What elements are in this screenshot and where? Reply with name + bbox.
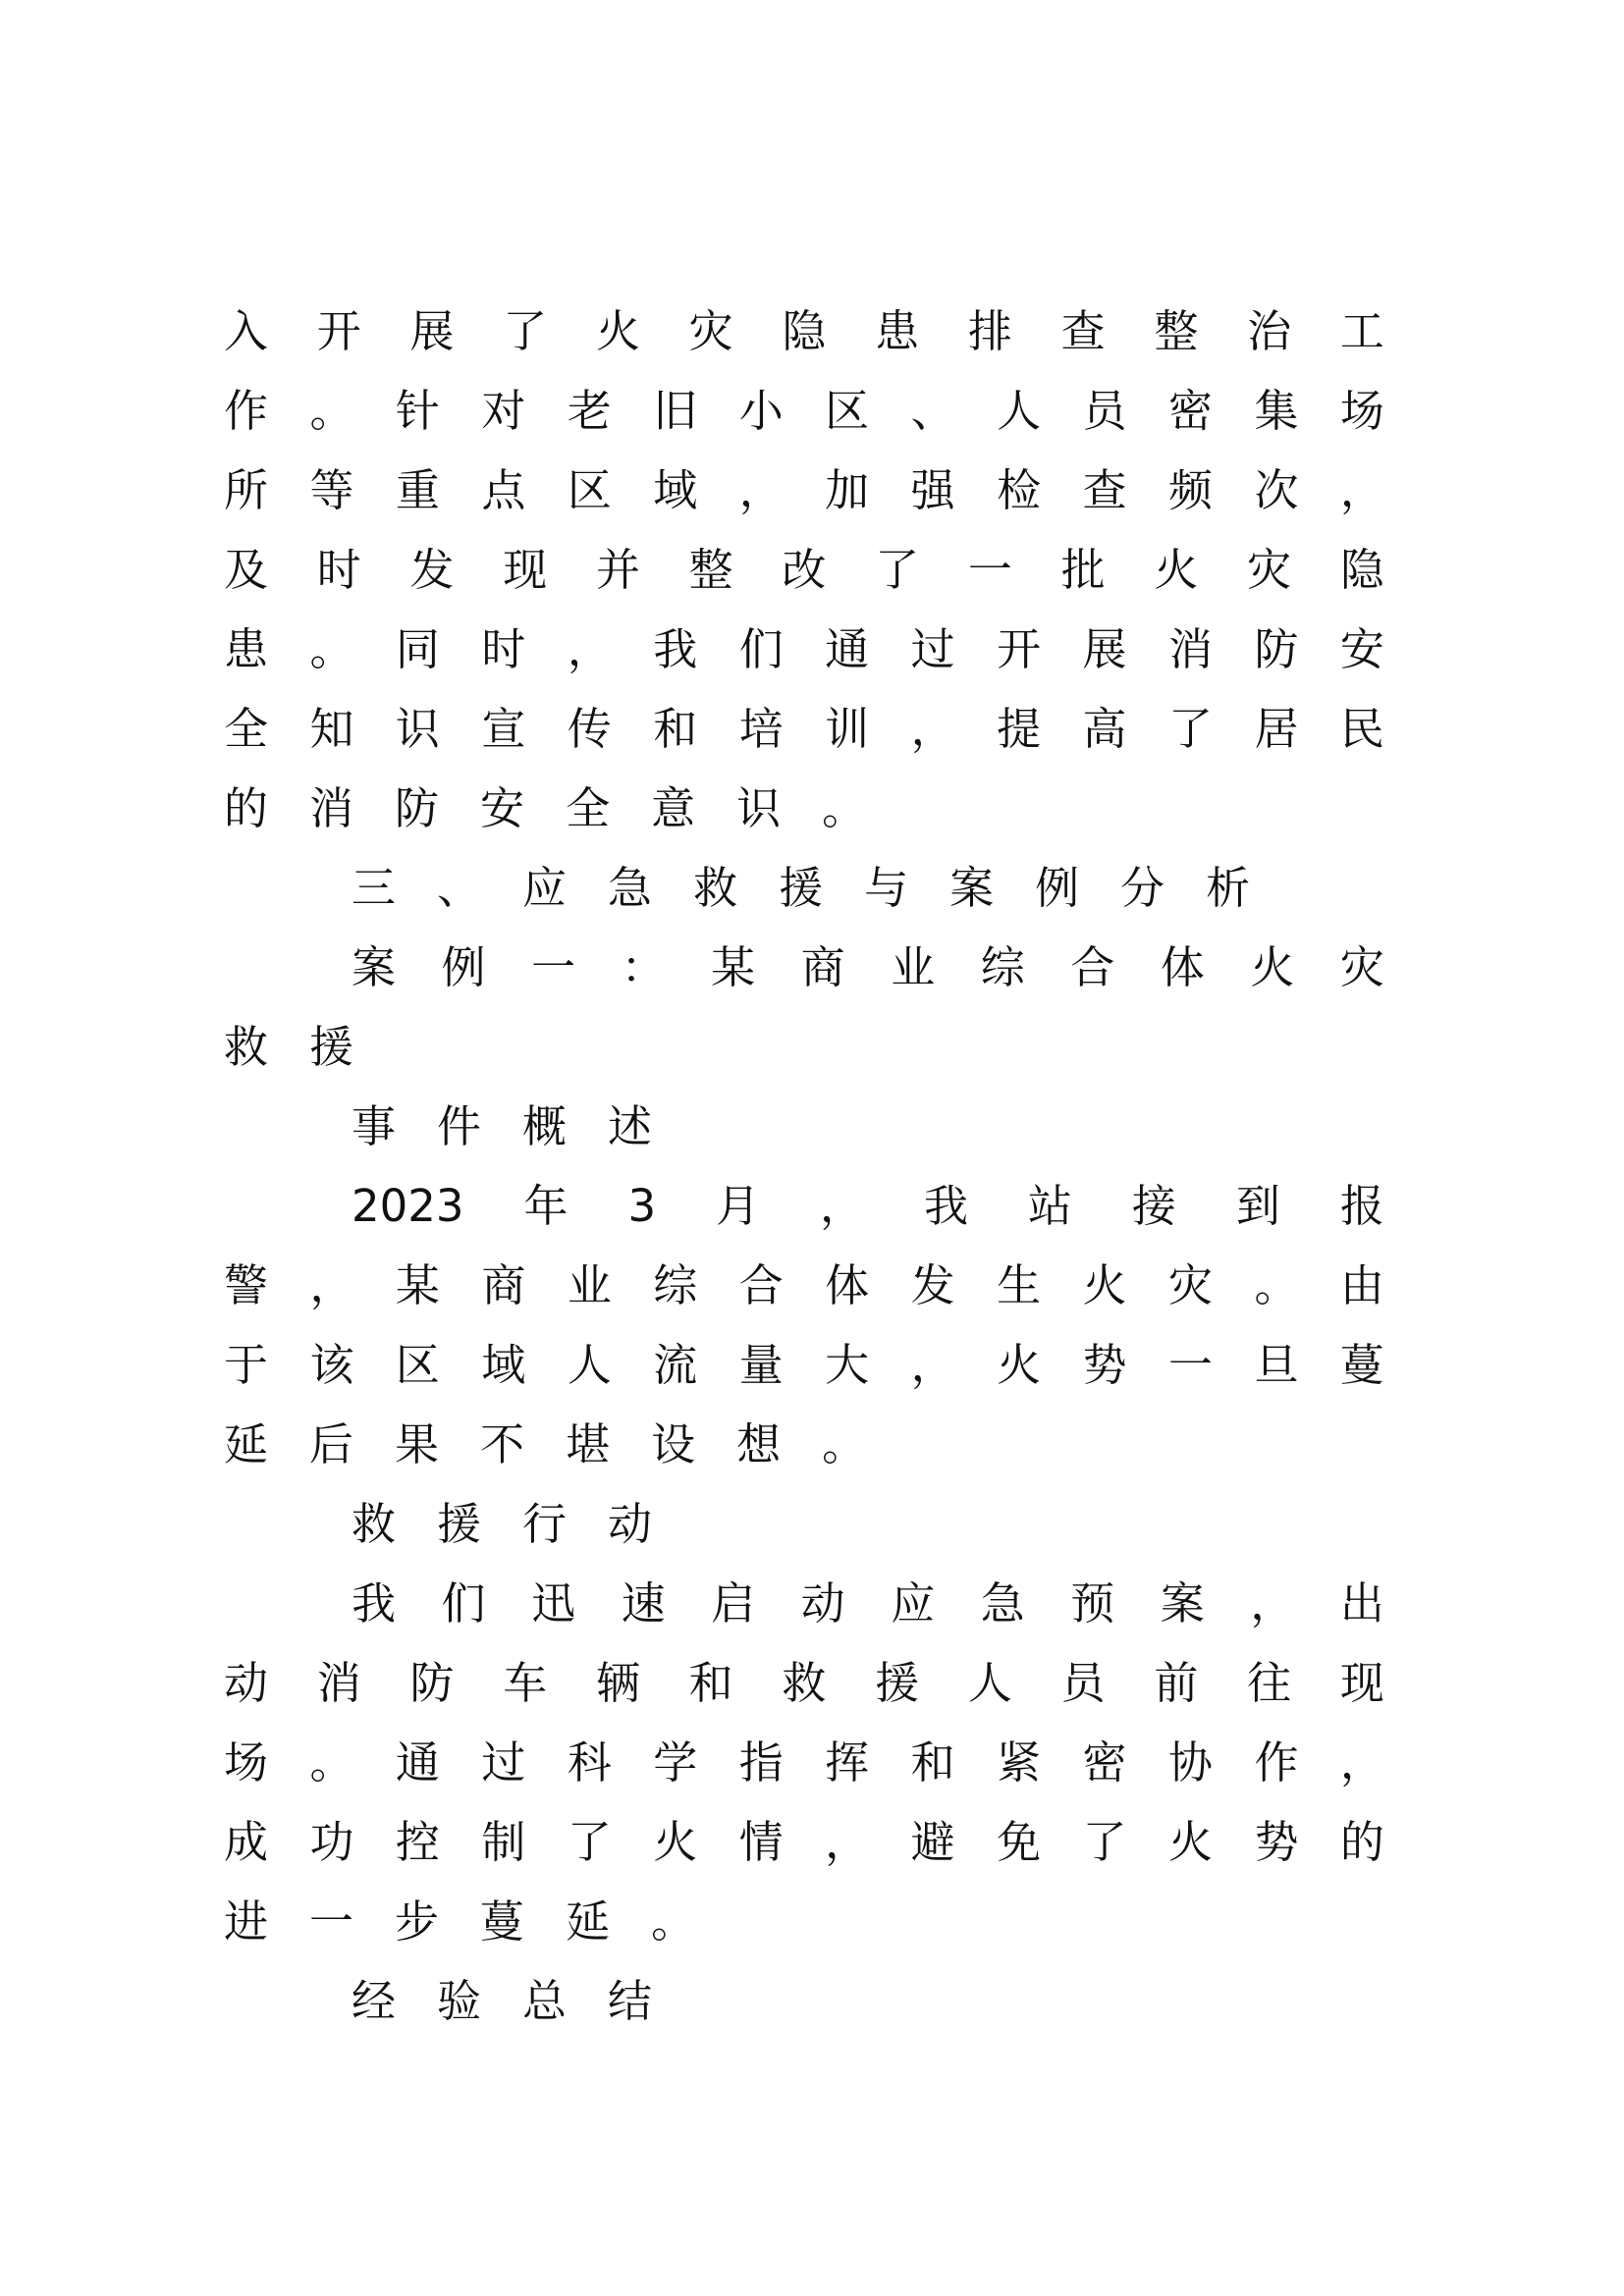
text-line: 经 验 总 结	[352, 1975, 653, 2027]
text-line: 事 件 概 述	[352, 1100, 653, 1152]
text-line: 警 ， 某 商 业 综 合 体 发 生 火 灾 。 由	[224, 1259, 1384, 1311]
text-line: 及 时 发 现 并 整 改 了 一 批 火 灾 隐	[224, 544, 1384, 596]
text-line: 于 该 区 域 人 流 量 大 ， 火 势 一 旦 蔓	[224, 1339, 1384, 1391]
text-line: 进 一 步 蔓 延 。	[224, 1896, 696, 1948]
text-line: 全 知 识 宣 传 和 培 训 ， 提 高 了 居 民	[224, 703, 1384, 755]
text-line: 动 消 防 车 辆 和 救 援 人 员 前 往 现	[224, 1657, 1384, 1709]
text-line: 三 、 应 急 救 援 与 案 例 分 析	[352, 862, 1251, 914]
text-line: 场 。 通 过 科 学 指 挥 和 紧 密 协 作 ，	[224, 1736, 1384, 1789]
text-line: 案 例 一 ： 某 商 业 综 合 体 火 灾	[352, 941, 1384, 993]
text-line: 2023 年 3 月 ， 我 站 接 到 报	[352, 1180, 1384, 1232]
text-line: 救 援	[224, 1021, 354, 1073]
text-line: 成 功 控 制 了 火 情 ， 避 免 了 火 势 的	[224, 1816, 1384, 1868]
text-line: 作 。 针 对 老 旧 小 区 、 人 员 密 集 场	[224, 385, 1384, 437]
text-line: 救 援 行 动	[352, 1498, 653, 1550]
text-line: 所 等 重 点 区 域 ， 加 强 检 查 频 次 ，	[224, 464, 1384, 516]
text-line: 患 。 同 时 ， 我 们 通 过 开 展 消 防 安	[224, 623, 1384, 675]
text-line: 延 后 果 不 堪 设 想 。	[224, 1418, 867, 1470]
text-line: 入 开 展 了 火 灾 隐 患 排 查 整 治 工	[224, 305, 1384, 357]
text-line: 我 们 迅 速 启 动 应 急 预 案 ， 出	[352, 1577, 1384, 1629]
text-line: 的 消 防 安 全 意 识 。	[224, 782, 867, 834]
